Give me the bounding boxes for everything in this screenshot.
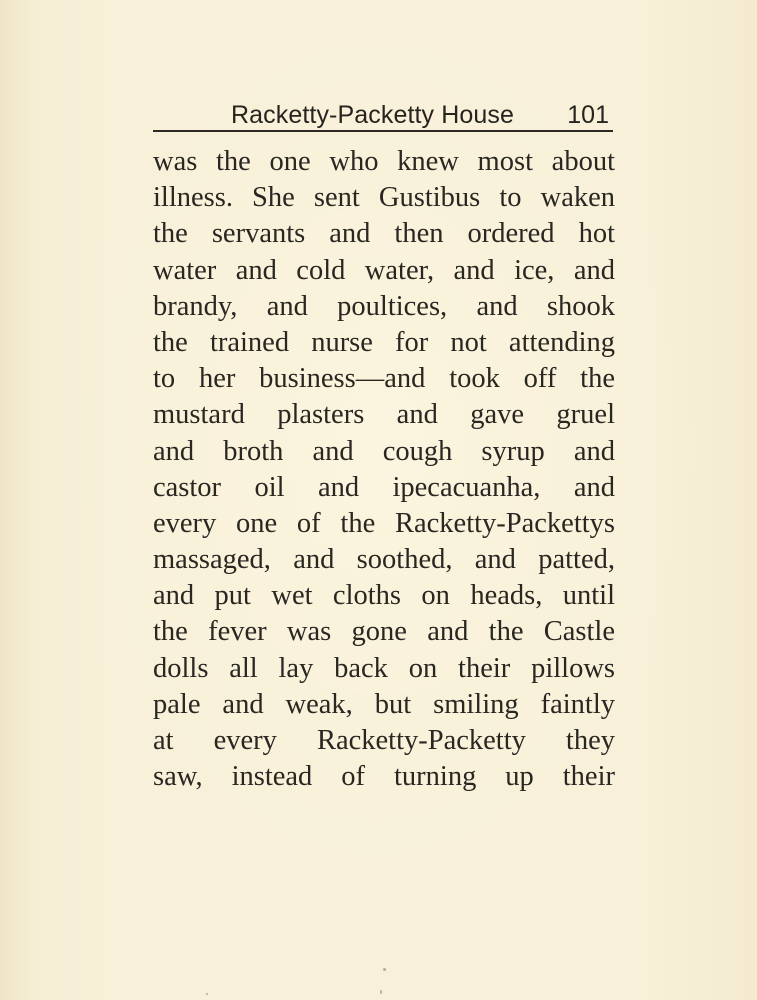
- text-line: brandy, and poultices, and shook: [153, 290, 615, 322]
- page-number: 101: [567, 101, 609, 129]
- text-line: castor oil and ipecacuanha, and: [153, 471, 615, 503]
- paper-speck: [383, 968, 386, 971]
- text-line: was the one who knew most about: [153, 146, 615, 177]
- header-rule: [153, 130, 613, 132]
- running-header: [153, 98, 613, 132]
- text-line: and broth and cough syrup and: [153, 435, 615, 467]
- text-line: illness. She sent Gustibus to waken: [153, 182, 615, 214]
- text-line: water and cold water, and ice, and: [153, 254, 615, 286]
- text-line: pale and weak, but smiling faintly: [153, 688, 615, 720]
- text-line: at every Racketty-Packetty they: [153, 725, 615, 756]
- text-line: saw, instead of turning up their: [153, 761, 615, 793]
- text-line: and put wet cloths on heads, until: [153, 580, 615, 612]
- running-title: Racketty-Packetty House: [231, 101, 514, 129]
- text-line: the servants and then ordered hot: [153, 218, 615, 250]
- text-line: the trained nurse for not attending: [153, 326, 615, 358]
- body-text: [153, 144, 615, 795]
- text-line: mustard plasters and gave gruel: [153, 399, 615, 431]
- paper-speck: [380, 990, 382, 994]
- text-line: dolls all lay back on their pillows: [153, 652, 615, 684]
- text-line: massaged, and soothed, and patted,: [153, 544, 615, 576]
- text-line: every one of the Racketty-Packettys: [153, 507, 615, 539]
- text-line: to her business—and took off the: [153, 363, 615, 395]
- text-line: the fever was gone and the Castle: [153, 616, 615, 648]
- paper-speck: [206, 993, 208, 995]
